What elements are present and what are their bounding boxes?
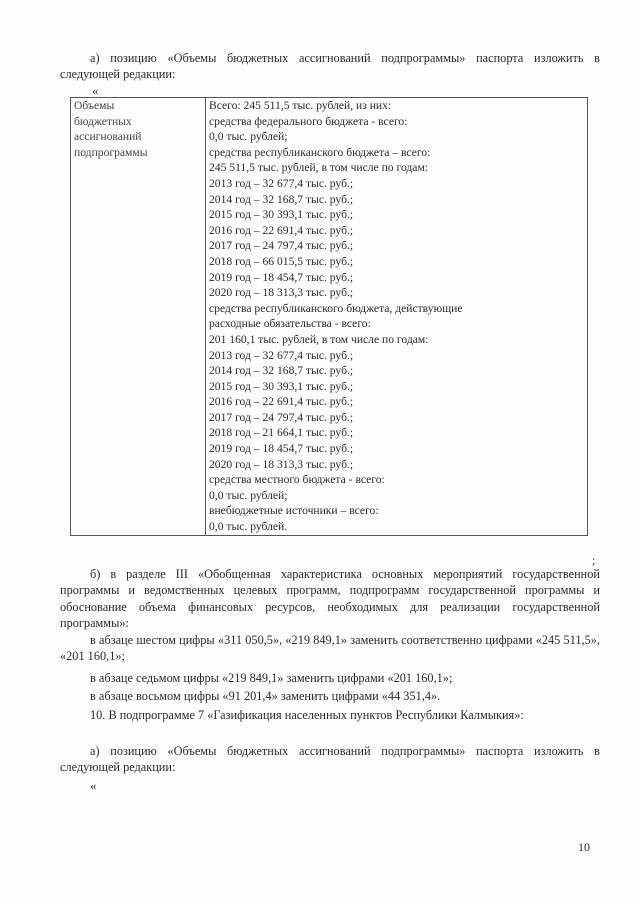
value-line: 245 511,5 тыс. рублей, в том числе по годам: xyxy=(209,161,429,175)
value-line: 2019 год – 18 454,7 тыс. руб.; xyxy=(209,442,354,456)
paragraph-b: б) в разделе III «Обобщенная характеристика основных мероприятий государственной программы и ведомственных целевых программ, подпрограмм государственной программы и обоснование объема финансовых ресурсов, необходимых для реализации государственной программы»: xyxy=(60,567,600,631)
value-line: 2020 год – 18 313,3 тыс. руб.; xyxy=(209,457,354,471)
value-line: 2016 год – 22 691,4 тыс. руб.; xyxy=(209,223,354,237)
paragraph-abzac-8: в абзаце восьмом цифры «91 201,4» заменить цифрами «44 351,4». xyxy=(90,689,441,703)
value-line: 2017 год – 24 797,4 тыс. руб.; xyxy=(209,239,354,253)
value-line: 2020 год – 18 313,3 тыс. руб.; xyxy=(209,286,354,300)
opening-quote: « xyxy=(92,83,99,98)
value-line: средства федерального бюджета - всего: xyxy=(209,114,408,128)
value-line: 2014 год – 32 168,7 тыс. руб.; xyxy=(209,192,354,206)
intro-paragraph: а) позицию «Объемы бюджетных ассигнований подпрограммы» паспорта изложить в следующей редакции: xyxy=(60,51,600,82)
value-line: расходные обязательства - всего: xyxy=(209,317,371,331)
value-line: 2018 год – 66 015,5 тыс. руб.; xyxy=(209,254,354,268)
value-line: 2013 год – 32 677,4 тыс. руб.; xyxy=(209,176,354,190)
value-line: 2017 год – 24 797,4 тыс. руб.; xyxy=(209,410,354,424)
value-line: средства республиканского бюджета, действующие xyxy=(209,301,463,315)
budget-table xyxy=(70,97,588,536)
label-line: Объемы xyxy=(74,99,115,112)
value-line: 0,0 тыс. рублей. xyxy=(209,520,288,534)
paragraph-abzac-7: в абзаце седьмом цифры «219 849,1» заменить цифрами «201 160,1»; xyxy=(90,671,453,685)
value-line: 2016 год – 22 691,4 тыс. руб.; xyxy=(209,395,354,409)
value-line: средства республиканского бюджета – всего: xyxy=(209,145,431,159)
paragraph-abzac-6: в абзаце шестом цифры «311 050,5», «219 849,1» заменить соответственно цифрами «245 511,5», «201 160,1»; xyxy=(60,633,600,664)
paragraph-a2: а) позицию «Объемы бюджетных ассигнований подпрограммы» паспорта изложить в следующей редакции: xyxy=(60,744,600,775)
page-number: 10 xyxy=(578,840,590,854)
value-line: 2014 год – 32 168,7 тыс. руб.; xyxy=(209,364,354,378)
value-line: 0,0 тыс. рублей; xyxy=(209,130,288,144)
opening-quote-2: « xyxy=(90,778,97,793)
table-value-cell xyxy=(206,98,588,536)
value-line: 2018 год – 21 664,1 тыс. руб.; xyxy=(209,426,354,440)
closing-semicolon: ; xyxy=(592,553,596,567)
value-line: 2015 год – 30 393,1 тыс. руб.; xyxy=(209,379,354,393)
value-line: 2015 год – 30 393,1 тыс. руб.; xyxy=(209,208,354,222)
value-line: 0,0 тыс. рублей; xyxy=(209,488,288,502)
value-line: средства местного бюджета - всего: xyxy=(209,473,385,487)
value-line: 2013 год – 32 677,4 тыс. руб.; xyxy=(209,348,354,362)
value-line: 201 160,1 тыс. рублей, в том числе по годам: xyxy=(209,332,429,346)
table-label-cell xyxy=(71,98,206,536)
table-row xyxy=(71,98,588,536)
value-line: Всего: 245 511,5 тыс. рублей, из них: xyxy=(209,99,392,112)
value-line: 2019 год – 18 454,7 тыс. руб.; xyxy=(209,270,354,284)
label-line: подпрограммы xyxy=(74,145,148,159)
value-line: внебюджетные источники – всего: xyxy=(209,504,379,518)
label-line: ассигнований xyxy=(74,130,142,144)
label-line: бюджетных xyxy=(74,114,132,128)
paragraph-10: 10. В подпрограмме 7 «Газификация населенных пунктов Республики Калмыкия»: xyxy=(90,708,524,722)
